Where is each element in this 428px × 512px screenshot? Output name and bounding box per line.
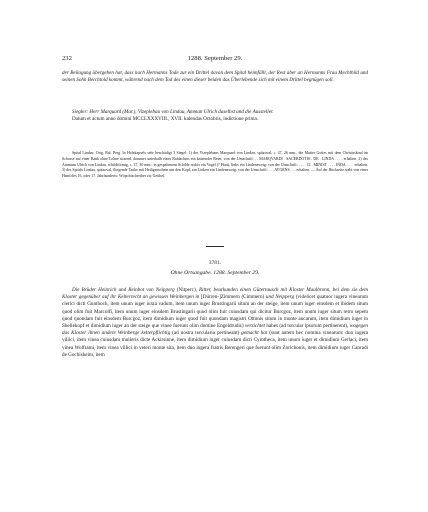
regest-text <box>62 287 368 359</box>
regest-part: wogegen das Kloster ihnen andere Weinberge kelterpflichtig <box>62 323 368 337</box>
regest-part: (Nitperc), <box>176 287 197 293</box>
archival-note: Spital Lindau. Orig. Bal. Perg. In Holzkapsels sehr beschädigt 3 Siegel: 1) des Vizeplebans Marquard von Lindau, spitzoval, c. 47, 26 mm., die Mutter Gottes mit dem Christuskind im Schosse auf einer Bank ohne Lehne sitzend, darunter unterhalb eines Baldachins ein knieender Beter, von der Umschrift: . . MARQVARDI . SACERDOTIS . DE . LINDA . . . . erhalten. 2) des Ammans Ulrich von Lindau, schildförmig, c. 37, 30 mm.: in gespaltenem Schilde rechts ein Vogel (? Pfau), links ein Lindenzweig; von der Umschrift: . . . . CI . MINIST . . . . INDA . . . . erhalten. 3) des Spitals Lindau, spitzoval, fliegende Taube mit Heiligenschein um den Kopf, zur Linken ein Lindenzweig; von der Umschrift: . . . AVGENS . . . erhalten. — Auf der Rückseite steht von einer Hand des 16. oder 17. Jahrhunderts: Wöpolttschreiber zü: Getthel. <box>62 151 368 178</box>
regest-part: habes (ad torcular ipsorum pertinerent), <box>266 323 349 330</box>
sealers-and-dating <box>62 109 368 123</box>
page-number: 232 <box>62 55 72 62</box>
regest-part: [Dürren-]Zimmern (Cimmern) <box>201 294 265 301</box>
regest-part: und Neipperg <box>265 294 295 301</box>
regest-part: Die Brüder Heinrich und Reinbot von Neipperg <box>72 287 175 293</box>
running-title: 1288. September 29. <box>187 55 243 62</box>
sealers-line: Siegler: Herr Marquard (Mar.), Vizeplebau von Lindau, Amman Ulrich daselbst und die Aussteller. <box>72 109 274 115</box>
regest-part: (sunt autem hec nomina vinearum: duo iugera villici, item vinea cuiusdam mulieris dicte Ackirsinne, item dimidium iuger cuiusdam dicti Cyrotheca, item unum iuger et dimidium Gerlaci, item vinea Wolframi, item vinea villici in veteri monte sita, item duo iugera fratris Berengeri que fuerunt olim Zorichonis, item dimidium iuger Canradi de Gochisheim, item <box>62 330 368 358</box>
regest-part: Ritter, beurkunden einen Gütertausch mit Kloster Maulbronn, bei dem sie dem Kloster gegenüber auf ihr Kelterrecht an gewissen Weinbergen in <box>62 287 368 301</box>
regest-part: (videlicet quatuor iugera vinearum clerici dicti Gunthoch, item unum iuger iuxta vadum, item unum iuger Brustingarii situm an der steige, item unum iuger einsdem et ibidem situm quod olim fuit Marcolfi, item unum iuger einsdem Brustingarii quod olim fuit cuiusdam qui dicitur Burcgoz, item unum iuger situm retro sepem quod quondam fuit einsdem Burcgoz, item dimidium iuger quod fuit quondam magistri Ottonis situm in monte aucarum, item dimidium iuger in Shellekopf et dimidium iuger an der steige que vinee fuerunt olim domine Engeldrudis) <box>62 294 369 330</box>
document-number: 3781. <box>208 260 222 266</box>
regest-part: (ad nostra torcularia pertineant) <box>172 330 240 337</box>
regest-continuation: der Beilagung übergeben hat, dass nach Hermanns Tode zur ein Drittel davon dem Spital heimfällt, der Rest aber an Hermanns Frau Mechthild und seinen Sohn Berchtold kommt, während nach dem Tod des einen dieser beiden das Überlebende sich mit einem Drittel begnügen soll. <box>62 70 368 84</box>
section-divider <box>206 246 224 247</box>
dating-line: Datum et actum anno domini MCCLXXXVIII., XVII. kalendas Octobris, indictione prima. <box>72 116 259 123</box>
running-header <box>62 55 368 65</box>
document-dating: Ohne Ortsangabe. 1288. September 29. <box>170 270 260 276</box>
regest-part: gemacht hat <box>241 330 268 337</box>
regest-part: verzichtet <box>244 323 265 330</box>
